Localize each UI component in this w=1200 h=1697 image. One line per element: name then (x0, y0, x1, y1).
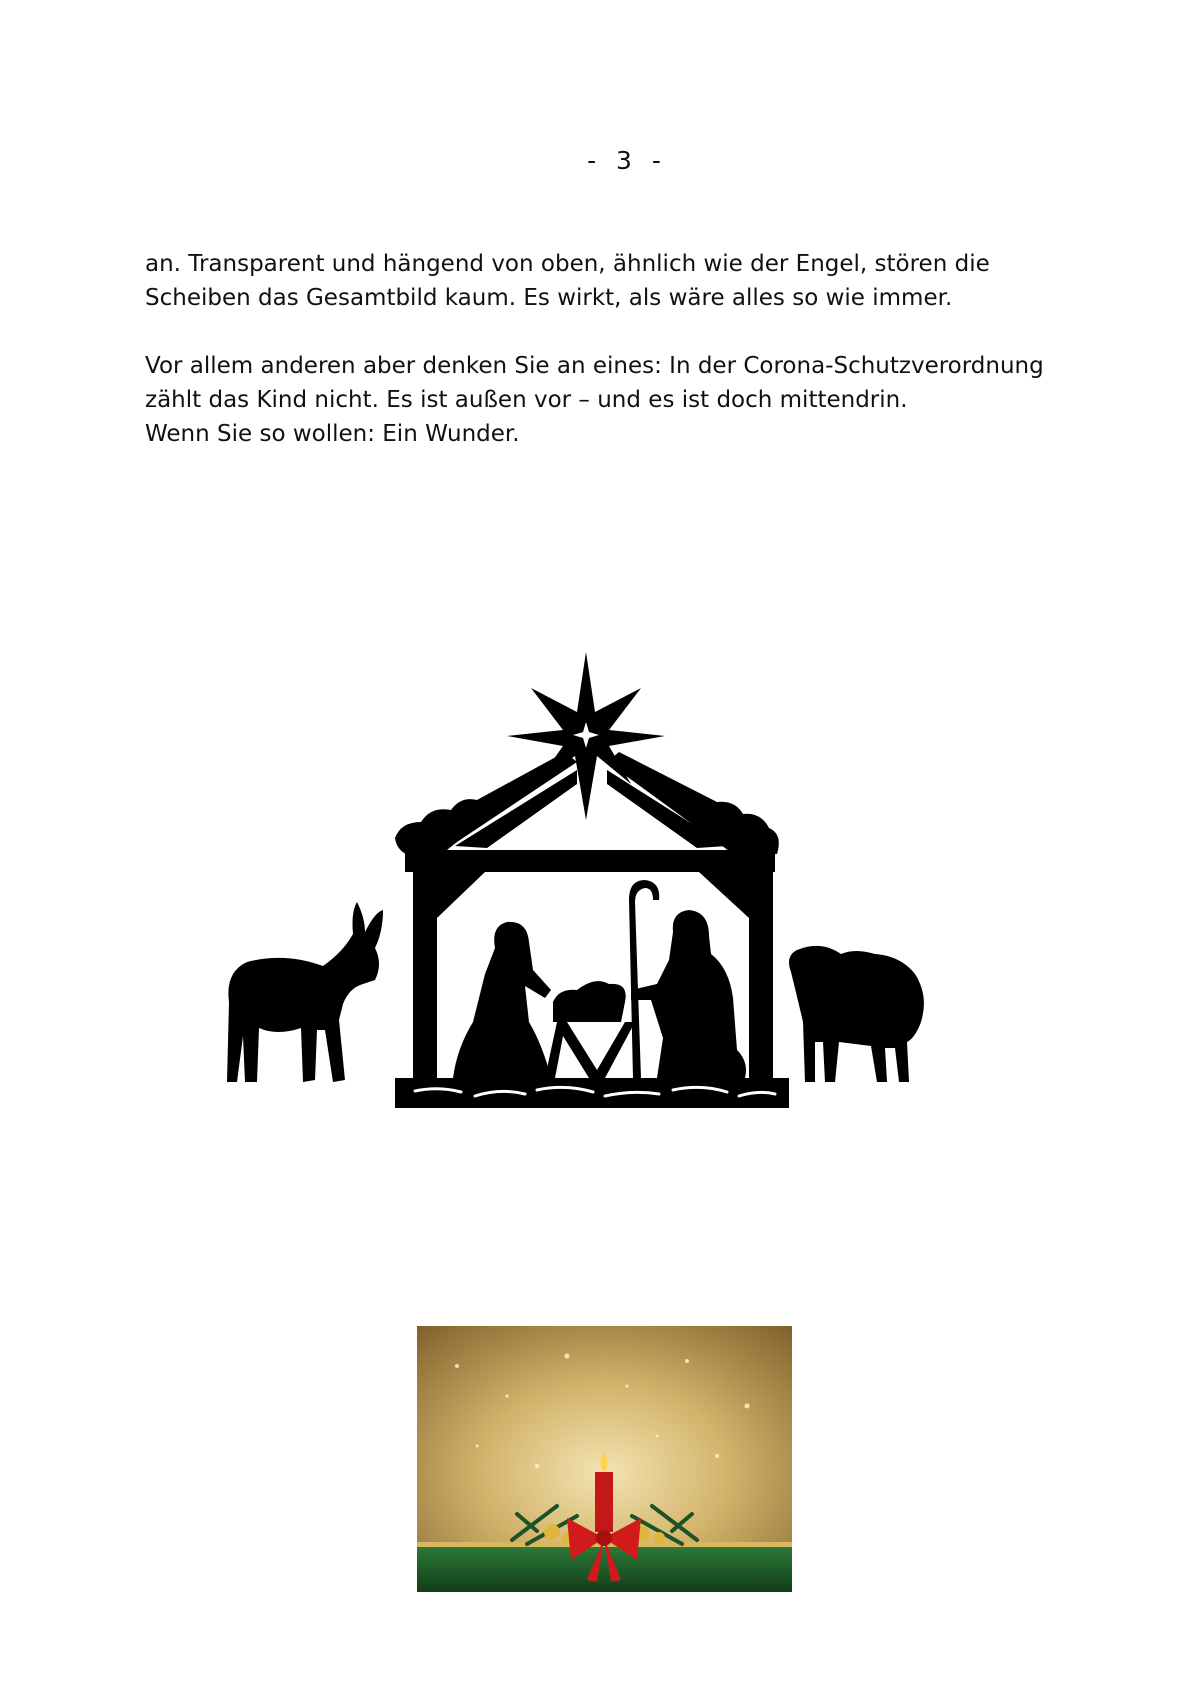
sparkle (626, 1385, 629, 1388)
paragraph-line: Wenn Sie so wollen: Ein Wunder. (145, 421, 520, 447)
manger-legs (545, 1022, 635, 1078)
advent-candle-icon (417, 1326, 792, 1592)
manger-silhouette (553, 981, 626, 1022)
nativity-scene-icon (225, 650, 935, 1125)
stable-post-left (413, 865, 437, 1091)
paragraph-transparent-discs (145, 247, 1085, 315)
paragraph-line: Vor allem anderen aber denken Sie an eines: In der Corona-Schutzverordnung (145, 353, 1044, 379)
sheep-silhouette (789, 946, 924, 1082)
page-number: - 3 - (587, 146, 667, 175)
sparkle (685, 1359, 689, 1363)
paragraph-line: Scheiben das Gesamtbild kaum. Es wirkt, als wäre alles so wie immer. (145, 285, 953, 311)
paragraph-child-miracle (145, 349, 1085, 451)
stable-beam (405, 850, 775, 872)
shepherd-staff (629, 880, 659, 1078)
paragraph-line: zählt das Kind nicht. Es ist außen vor – und es ist doch mittendrin. (145, 387, 908, 413)
stable-post-right (749, 865, 773, 1091)
nativity-scene-illustration (225, 650, 935, 1125)
brace-right (699, 872, 749, 918)
sparkle (656, 1435, 659, 1438)
sparkle (715, 1454, 719, 1458)
nativity-silhouette (227, 652, 924, 1108)
bow-knot (596, 1530, 612, 1546)
advent-candle-photo (417, 1326, 792, 1592)
gold-ornament (653, 1532, 665, 1544)
sparkle (455, 1364, 459, 1368)
sparkle (745, 1404, 750, 1409)
sparkle (565, 1354, 570, 1359)
donkey-silhouette (227, 902, 383, 1082)
joseph-silhouette (631, 910, 746, 1078)
paragraph-line: an. Transparent und hängend von oben, ähnlich wie der Engel, stören die (145, 251, 990, 277)
sparkle (535, 1464, 539, 1468)
mary-silhouette (453, 922, 551, 1078)
red-candle (595, 1472, 613, 1532)
sparkle (476, 1445, 479, 1448)
brace-left (435, 872, 485, 918)
gold-ornament (544, 1524, 560, 1540)
green-garland-band (417, 1546, 792, 1592)
sparkle (506, 1395, 509, 1398)
